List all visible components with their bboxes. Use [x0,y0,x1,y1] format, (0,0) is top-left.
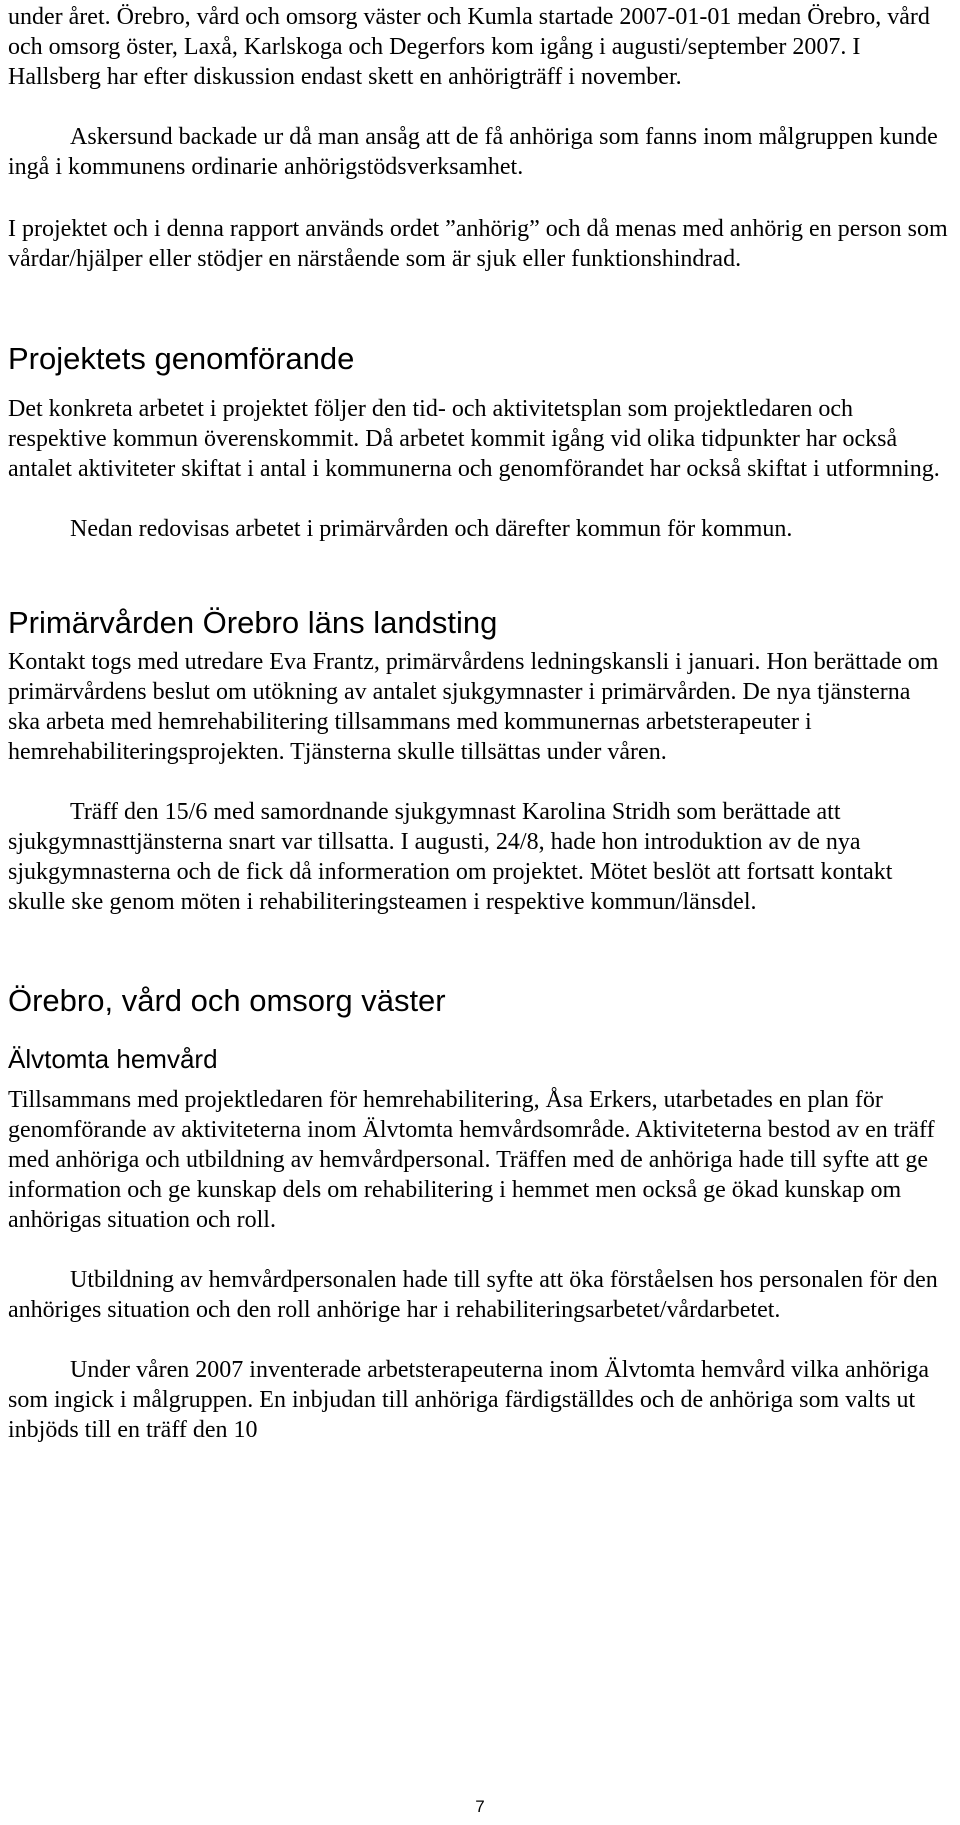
heading-primarvarden: Primärvården Örebro läns landsting [8,605,498,640]
heading-projektets-genomforande: Projektets genomförande [8,341,355,376]
heading-alvtomta-hemvard: Älvtomta hemvård [8,1044,218,1074]
paragraph-intro-1: under året. Örebro, vård och omsorg väster och Kumla startade 2007-01-01 medan Örebro, vård och omsorg öster, Laxå, Karlskoga och Degerfors kom igång i augusti/september 2007. I Hallsberg har efter diskussion endast skett en anhörigträff i november. [8,4,930,90]
paragraph-genomforande-2: Nedan redovisas arbetet i primärvården och därefter kommun för kommun. [70,516,793,542]
paragraph-primarvarden-1: Kontakt togs med utredare Eva Frantz, primärvårdens ledningskansli i januari. Hon berättade om primärvårdens beslut om utökning av antalet sjukgymnaster i primärvården. De nya tjänsterna ska arbeta med hemrehabilitering tillsammans med kommunernas arbetsterapeuter i hemrehabiliteringsprojekten. Tjänsterna skulle tillsättas under våren. [8,649,939,765]
paragraph-alvtomta-2: Utbildning av hemvårdpersonalen hade till syfte att öka förståelsen hos personalen för den anhöriges situation och den roll anhörige har i rehabiliteringsarbetet/vårdarbetet. [8,1267,938,1323]
heading-orebro-vaster: Örebro, vård och omsorg väster [8,983,446,1018]
page-number: 7 [475,1797,485,1816]
paragraph-alvtomta-1: Tillsammans med projektledaren för hemrehabilitering, Åsa Erkers, utarbetades en plan för genomförande av aktiviteterna inom Älvtomta hemvårdsområde. Aktiviteterna bestod av en träff med anhöriga och utbildning av hemvårdpersonal. Träffen med de anhöriga hade till syfte att ge information och ge kunskap dels om rehabilitering i hemmet men också ge ökad kunskap om anhörigas situation och roll. [8,1087,935,1233]
paragraph-alvtomta-3: Under våren 2007 inventerade arbetsterapeuterna inom Älvtomta hemvård vilka anhöriga som ingick i målgruppen. En inbjudan till anhöriga färdigställdes och de anhöriga som valts ut inbjöds till en träff den 10 [8,1357,930,1443]
paragraph-genomforande-1: Det konkreta arbetet i projektet följer den tid- och aktivitetsplan som projektledaren och respektive kommun överenskommit. Då arbetet kommit igång vid olika tidpunkter har också antalet aktiviteter skiftat i antal i kommunerna och genomförandet har också skiftat i utformning. [8,396,940,482]
paragraph-primarvarden-2: Träff den 15/6 med samordnande sjukgymnast Karolina Stridh som berättade att sjukgymnasttjänsterna snart var tillsatta. I augusti, 24/8, hade hon introduktion av de nya sjukgymnasterna och de fick då informeration om projektet. Mötet beslöt att fortsatt kontakt skulle ske genom möten i rehabiliteringsteamen i respektive kommun/länsdel. [8,799,893,915]
paragraph-definition: I projektet och i denna rapport används ordet ”anhörig” och då menas med anhörig en person som vårdar/hjälper eller stödjer en närstående som är sjuk eller funktionshindrad. [8,216,948,272]
paragraph-intro-2: Askersund backade ur då man ansåg att de få anhöriga som fanns inom målgruppen kunde ingå i kommunens ordinarie anhörigstödsverksamhet. [8,124,938,180]
